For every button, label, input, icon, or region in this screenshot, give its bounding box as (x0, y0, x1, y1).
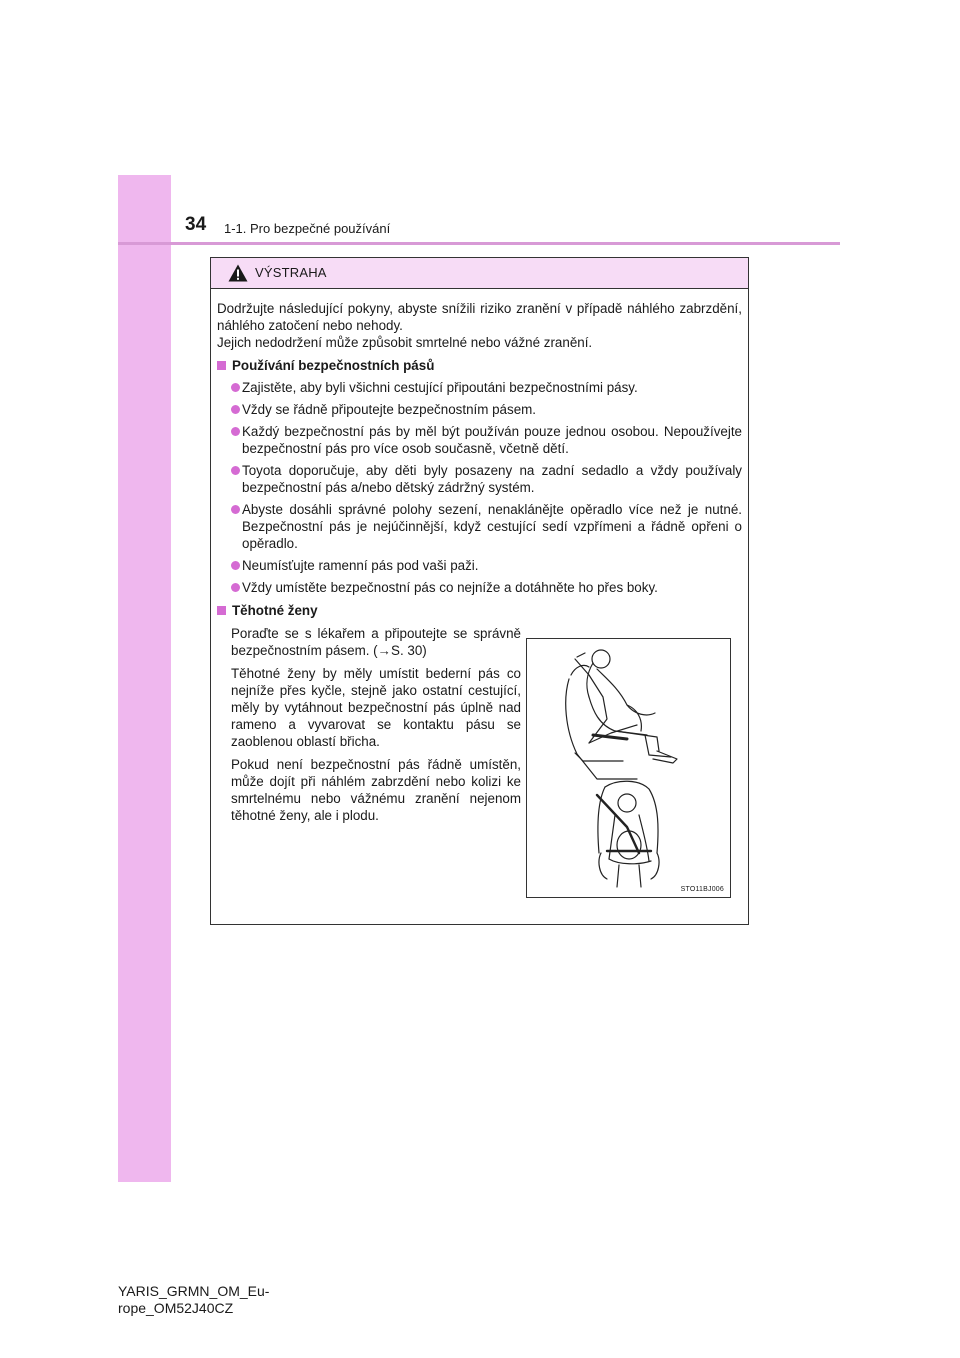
round-bullet-icon (231, 405, 240, 414)
round-bullet-icon (231, 383, 240, 392)
round-bullet-icon (231, 466, 240, 475)
round-bullet-icon (231, 427, 240, 436)
square-bullet-icon (217, 361, 226, 370)
round-bullet-icon (231, 505, 240, 514)
figure-caption: STO11BJ006 (680, 886, 724, 893)
pregnant-paragraph: Poraďte se s lékařem a připoutejte se správně bezpečnostním pásem. (→S. 30) (231, 626, 521, 658)
square-bullet-icon (217, 606, 226, 615)
intro-consequence: Jejich nedodržení může způsobit smrtelné nebo vážné zranění. (217, 335, 593, 350)
round-bullet-icon (231, 561, 240, 570)
list-item: Toyota doporučuje, aby děti byly posazeny na zadní sedadlo a vždy používaly bezpečnostní pás a/nebo dětský zádržný systém. (217, 462, 742, 496)
intro-paragraph: Dodržujte následující pokyny, abyste snížili riziko zranění v případě náhlého zabrzdění, náhlého zatočení nebo nehody. (217, 301, 742, 333)
list-item: Abyste dosáhli správné polohy sezení, nenaklánějte opěradlo více než je nutné. Bezpečnostní pás je nejúčinnější, když cestující sedí vzpřímeni a řádně opřeni o opěradlo. (217, 501, 742, 552)
pregnant-seatbelt-illustration (526, 638, 731, 898)
warning-box (210, 257, 749, 925)
page-number: 34 (185, 214, 207, 235)
footer-document-code (118, 1283, 269, 1317)
footer-line: rope_OM52J40CZ (118, 1300, 234, 1316)
warning-triangle-icon (228, 264, 248, 282)
section-title: 1-1. Pro bezpečné používání (224, 221, 391, 236)
header-rule (118, 242, 840, 245)
warning-label: VÝSTRAHA (255, 265, 327, 280)
pregnant-text (217, 625, 521, 824)
section-heading-pregnant: Těhotné ženy (217, 602, 742, 619)
list-item: Vždy umístěte bezpečnostní pás co nejníže a dotáhněte ho přes boky. (217, 579, 742, 596)
illustration-drawing (527, 639, 730, 897)
list-item: Vždy se řádně připoutejte bezpečnostním pásem. (217, 401, 742, 418)
pregnant-paragraph: Pokud není bezpečnostní pás řádně umístěn, může dojít při náhlém zabrzdění nebo kolizi ke smrtelnému nebo vážnému zranění nejenom těhotné ženy, ale i plodu. (231, 757, 521, 823)
seatbelt-rules-list (217, 379, 742, 596)
list-item: Neumísťujte ramenní pás pod vaši paži. (217, 557, 742, 574)
round-bullet-icon (231, 583, 240, 592)
list-item: Každý bezpečnostní pás by měl být používán pouze jednou osobou. Nepoužívejte bezpečnostní pás pro více osob současně, včetně dětí. (217, 423, 742, 457)
pregnant-paragraph: Těhotné ženy by měly umístit bederní pás co nejníže přes kyčle, stejně jako ostatní cestující, měly by vytáhnout bezpečnostní pás úplně nad rameno a vyvarovat se kontaktu pásu se zaoblenou oblastí břicha. (231, 666, 521, 749)
warning-header (211, 258, 748, 289)
footer-line: YARIS_GRMN_OM_Eu- (118, 1283, 270, 1299)
list-item: Zajistěte, aby byli všichni cestující připoutáni bezpečnostními pásy. (217, 379, 742, 396)
chapter-side-tab (118, 175, 171, 1182)
section-heading-seatbelts: Používání bezpečnostních pásů (217, 357, 742, 374)
